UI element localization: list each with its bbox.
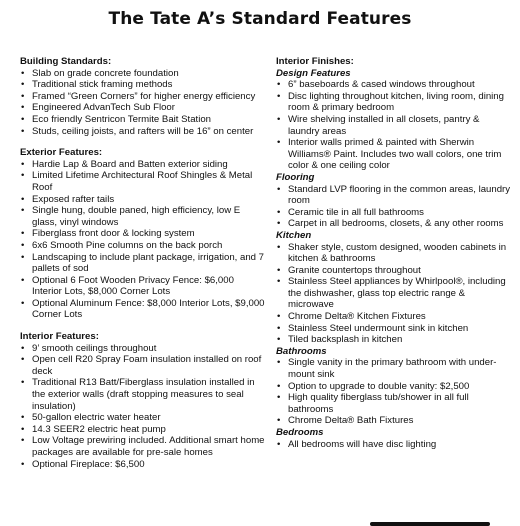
list-item: • Studs, ceiling joists, and rafters will be 16” on center	[20, 126, 266, 138]
list-item: • Traditional stick framing methods	[20, 79, 266, 91]
list-item: • Stainless Steel undermount sink in kitchen	[276, 323, 512, 335]
list-item: • Exposed rafter tails	[20, 194, 266, 206]
right-column	[276, 56, 512, 450]
list-item: • Optional Fireplace: $6,500	[20, 459, 266, 471]
list-item: • Open cell R20 Spray Foam insulation installed on roof deck	[20, 354, 266, 377]
list-item: • High quality fiberglass tub/shower in all full bathrooms	[276, 392, 512, 415]
page-title: The Tate A’s Standard Features	[108, 9, 412, 29]
list-item: • 50-gallon electric water heater	[20, 412, 266, 424]
list-item: • Chrome Delta® Bath Fixtures	[276, 415, 512, 427]
list-item: • Wire shelving installed in all closets, pantry & laundry areas	[276, 114, 512, 137]
list-item: • Interior walls primed & painted with Sherwin Williams® Paint. Includes two wall colors, one trim color & one ceiling color	[276, 137, 512, 172]
list-item: • Low Voltage prewiring included. Additional smart home packages are available for pre-sale homes	[20, 435, 266, 458]
subheading-design-features: Design Features	[276, 67, 351, 79]
list-item: • 6x6 Smooth Pine columns on the back porch	[20, 240, 266, 252]
list-item: • Standard LVP flooring in the common areas, laundry room	[276, 184, 512, 207]
list-item: • Carpet in all bedrooms, closets, & any other rooms	[276, 218, 512, 230]
list-item: • Single hung, double paned, high efficiency, low E glass, vinyl windows	[20, 205, 266, 228]
list-item: • Tiled backsplash in kitchen	[276, 334, 512, 346]
list-item: • Granite countertops throughout	[276, 265, 512, 277]
interior-features-list	[20, 343, 266, 471]
section-heading-exterior-features: Exterior Features:	[20, 147, 103, 159]
left-column	[20, 56, 266, 470]
list-item: • Framed “Green Corners” for higher energy efficiency	[20, 91, 266, 103]
list-item: • Hardie Lap & Board and Batten exterior siding	[20, 159, 266, 171]
list-item: • Chrome Delta® Kitchen Fixtures	[276, 311, 512, 323]
flooring-list	[276, 184, 512, 230]
list-item: • Option to upgrade to double vanity: $2,500	[276, 381, 512, 393]
design-features-list	[276, 79, 512, 172]
section-heading-interior-features: Interior Features:	[20, 331, 99, 343]
subheading-flooring: Flooring	[276, 171, 315, 183]
list-item: • Disc lighting throughout kitchen, living room, dining room & primary bedroom	[276, 91, 512, 114]
list-item: • Optional Aluminum Fence: $8,000 Interior Lots, $9,000 Corner Lots	[20, 298, 266, 321]
list-item: • Engineered AdvanTech Sub Floor	[20, 102, 266, 114]
bathrooms-list	[276, 357, 512, 427]
list-item: • Single vanity in the primary bathroom with under-mount sink	[276, 357, 512, 380]
list-item: • Shaker style, custom designed, wooden cabinets in kitchen & bathrooms	[276, 242, 512, 265]
subheading-bedrooms: Bedrooms	[276, 427, 324, 438]
list-item: • 6” baseboards & cased windows throughout	[276, 79, 512, 91]
exterior-features-list	[20, 159, 266, 321]
list-item: • Stainless Steel appliances by Whirlpool®, including the dishwasher, glass top electric range & microwave	[276, 276, 512, 311]
list-item: • Ceramic tile in all full bathrooms	[276, 207, 512, 219]
building-standards-list	[20, 68, 266, 138]
subheading-kitchen: Kitchen	[276, 229, 312, 241]
list-item: • All bedrooms will have disc lighting	[276, 439, 512, 451]
subheading-bathrooms: Bathrooms	[276, 345, 327, 357]
bedrooms-list	[276, 439, 512, 451]
list-item: • Fiberglass front door & locking system	[20, 228, 266, 240]
bottom-edge-bar	[370, 522, 490, 526]
list-item: • Slab on grade concrete foundation	[20, 68, 266, 80]
list-item: • Landscaping to include plant package, irrigation, and 7 pallets of sod	[20, 252, 266, 275]
section-heading-building-standards: Building Standards:	[20, 56, 112, 67]
list-item: • Limited Lifetime Architectural Roof Shingles & Metal Roof	[20, 170, 266, 193]
section-heading-interior-finishes: Interior Finishes:	[276, 56, 354, 67]
list-item: • Traditional R13 Batt/Fiberglass insulation installed in the exterior walls (draft stopping measures to seal insulation)	[20, 377, 266, 412]
kitchen-list	[276, 242, 512, 346]
list-item: • 9’ smooth ceilings throughout	[20, 343, 266, 355]
list-item: • 14.3 SEER2 electric heat pump	[20, 424, 266, 436]
list-item: • Optional 6 Foot Wooden Privacy Fence: $6,000 Interior Lots, $8,000 Corner Lots	[20, 275, 266, 298]
list-item: • Eco friendly Sentricon Termite Bait Station	[20, 114, 266, 126]
